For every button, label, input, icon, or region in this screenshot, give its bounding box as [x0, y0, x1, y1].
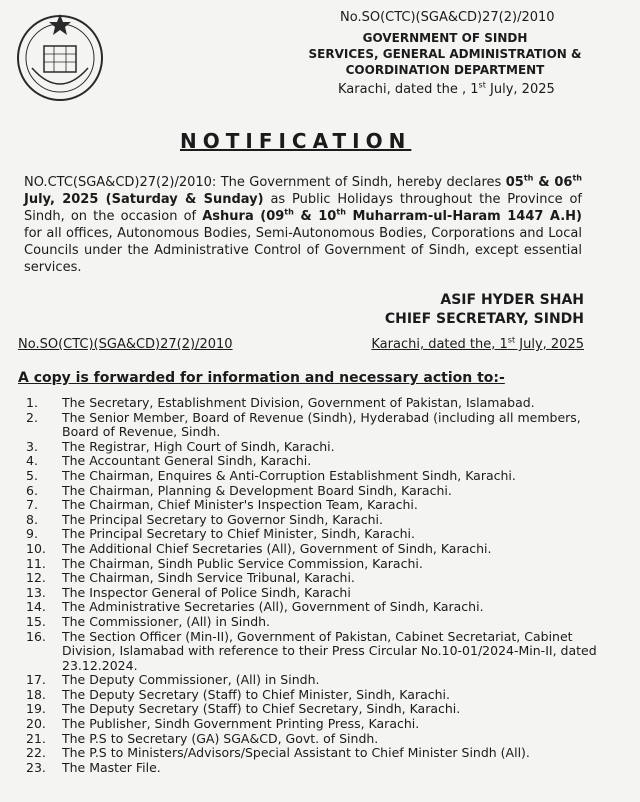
list-item	[26, 717, 606, 732]
list-item-text: The Deputy Commissioner, (All) in Sindh.	[62, 672, 320, 688]
list-item	[26, 484, 606, 499]
list-item-number: 19.	[26, 701, 46, 717]
list-item	[26, 615, 606, 630]
list-item-text: The Chairman, Sindh Public Service Commission, Karachi.	[62, 555, 423, 571]
list-item	[26, 498, 606, 513]
list-item	[26, 586, 606, 601]
list-item	[26, 761, 606, 776]
copy-reference-date: Karachi, dated the, 1st July, 2025	[371, 335, 584, 352]
list-item-text: The Chairman, Sindh Service Tribunal, Karachi.	[62, 570, 355, 586]
list-item	[26, 571, 606, 586]
list-item-text: The Chairman, Chief Minister's Inspection Team, Karachi.	[62, 497, 418, 513]
list-item-text: The Deputy Secretary (Staff) to Chief Secretary, Sindh, Karachi.	[62, 701, 461, 717]
list-item-number: 9.	[26, 526, 38, 542]
list-item-text: The Secretary, Establishment Division, Government of Pakistan, Islamabad.	[62, 395, 535, 410]
list-item-number: 21.	[26, 730, 46, 746]
list-item-number: 15.	[26, 613, 46, 629]
list-item	[26, 600, 606, 615]
list-item	[26, 673, 606, 688]
notification-body: NO.CTC(SGA&CD)27(2)/2010: The Government of Sindh, hereby declares 05th & 06th July, 2025 (Saturday & Sunday) as Public Holidays throughout the Province of Sindh, on the occasion of Ashura (09th & 10th Muharram-ul-Haram 1447 A.H) for all offices, Autonomous Bodies, Semi-Autonomous Bodies, Corporations and Local Councils under the Administrative Control of Government of Sindh, except essential services.	[24, 173, 583, 275]
list-item-number: 20.	[26, 716, 46, 732]
list-item-text: The Chairman, Planning & Development Board Sindh, Karachi.	[62, 482, 452, 498]
list-item-text: The P.S to Secretary (GA) SGA&CD, Govt. of Sindh.	[62, 730, 379, 746]
list-item-number: 12.	[26, 570, 46, 586]
sindh-government-seal-icon	[12, 8, 108, 104]
list-item-number: 6.	[26, 482, 38, 498]
signatory-title: CHIEF SECRETARY, SINDH	[384, 311, 584, 327]
list-item	[26, 440, 606, 455]
list-item	[26, 557, 606, 572]
list-item-text: The Commissioner, (All) in Sindh.	[62, 613, 271, 629]
list-item-number: 17.	[26, 672, 46, 688]
list-item-number: 7.	[26, 497, 38, 513]
list-item-number: 13.	[26, 584, 46, 600]
list-item	[26, 542, 606, 557]
list-item	[26, 732, 606, 747]
header-date: Karachi, dated the , 1st July, 2025	[338, 80, 555, 97]
list-item-text: The Senior Member, Board of Revenue (Sindh), Hyderabad (including all members, Board of Revenue, Sindh.	[62, 409, 581, 440]
list-item-number: 8.	[26, 511, 38, 527]
signatory-name: ASIF HYDER SHAH	[440, 292, 584, 308]
government-name: GOVERNMENT OF SINDH	[362, 31, 528, 45]
list-item-number: 23.	[26, 759, 46, 775]
list-item-text: The Inspector General of Police Sindh, Karachi	[62, 584, 351, 600]
list-item-number: 16.	[26, 628, 46, 644]
list-item	[26, 411, 606, 440]
list-item-number: 18.	[26, 686, 46, 702]
list-item	[26, 702, 606, 717]
signatory-block	[364, 291, 584, 329]
list-item-number: 10.	[26, 540, 46, 556]
header-reference-number: No.SO(CTC)(SGA&CD)27(2)/2010	[340, 10, 555, 25]
list-item-number: 1.	[26, 395, 38, 410]
list-item-text: The Additional Chief Secretaries (All), Government of Sindh, Karachi.	[62, 540, 492, 556]
list-item-text: The Principal Secretary to Chief Minister, Sindh, Karachi.	[62, 526, 415, 542]
list-item-text: The P.S to Ministers/Advisors/Special Assistant to Chief Minister Sindh (All).	[62, 745, 530, 761]
department-name-line-1: SERVICES, GENERAL ADMINISTRATION &	[308, 47, 582, 61]
list-item-text: The Master File.	[62, 759, 161, 775]
list-item-number: 3.	[26, 438, 38, 454]
list-item	[26, 688, 606, 703]
list-item-text: The Registrar, High Court of Sindh, Karachi.	[62, 438, 335, 454]
list-item	[26, 513, 606, 528]
page-title: NOTIFICATION	[180, 129, 412, 153]
list-item	[26, 630, 606, 674]
list-item-text: The Section Officer (Min-II), Government of Pakistan, Cabinet Secretariat, Cabinet Division, Islamabad with reference to their Press Circular No.10-01/2024-Min-II, dated 23.12.2024.	[62, 628, 597, 673]
list-item-text: The Publisher, Sindh Government Printing Press, Karachi.	[62, 716, 420, 732]
list-item	[26, 746, 606, 761]
list-item-text: The Principal Secretary to Governor Sindh, Karachi.	[62, 511, 383, 527]
list-item-number: 5.	[26, 467, 38, 483]
list-item-text: The Administrative Secretaries (All), Government of Sindh, Karachi.	[62, 599, 484, 615]
list-item-number: 14.	[26, 599, 46, 615]
list-item	[26, 469, 606, 484]
list-item	[26, 396, 606, 411]
list-item-number: 22.	[26, 745, 46, 761]
department-block	[300, 30, 590, 78]
list-item-text: The Chairman, Enquires & Anti-Corruption Establishment Sindh, Karachi.	[62, 467, 516, 483]
list-item-text: The Deputy Secretary (Staff) to Chief Minister, Sindh, Karachi.	[62, 686, 450, 702]
list-item-number: 11.	[26, 555, 46, 571]
department-name-line-2: COORDINATION DEPARTMENT	[345, 63, 545, 77]
list-item	[26, 527, 606, 542]
copy-forwarded-heading: A copy is forwarded for information and necessary action to:-	[18, 370, 505, 386]
list-item-text: The Accountant General Sindh, Karachi.	[62, 453, 312, 469]
distribution-list	[26, 396, 606, 775]
copy-reference-number: No.SO(CTC)(SGA&CD)27(2)/2010	[18, 337, 233, 352]
list-item-number: 4.	[26, 453, 38, 469]
list-item-number: 2.	[26, 409, 38, 425]
list-item	[26, 454, 606, 469]
